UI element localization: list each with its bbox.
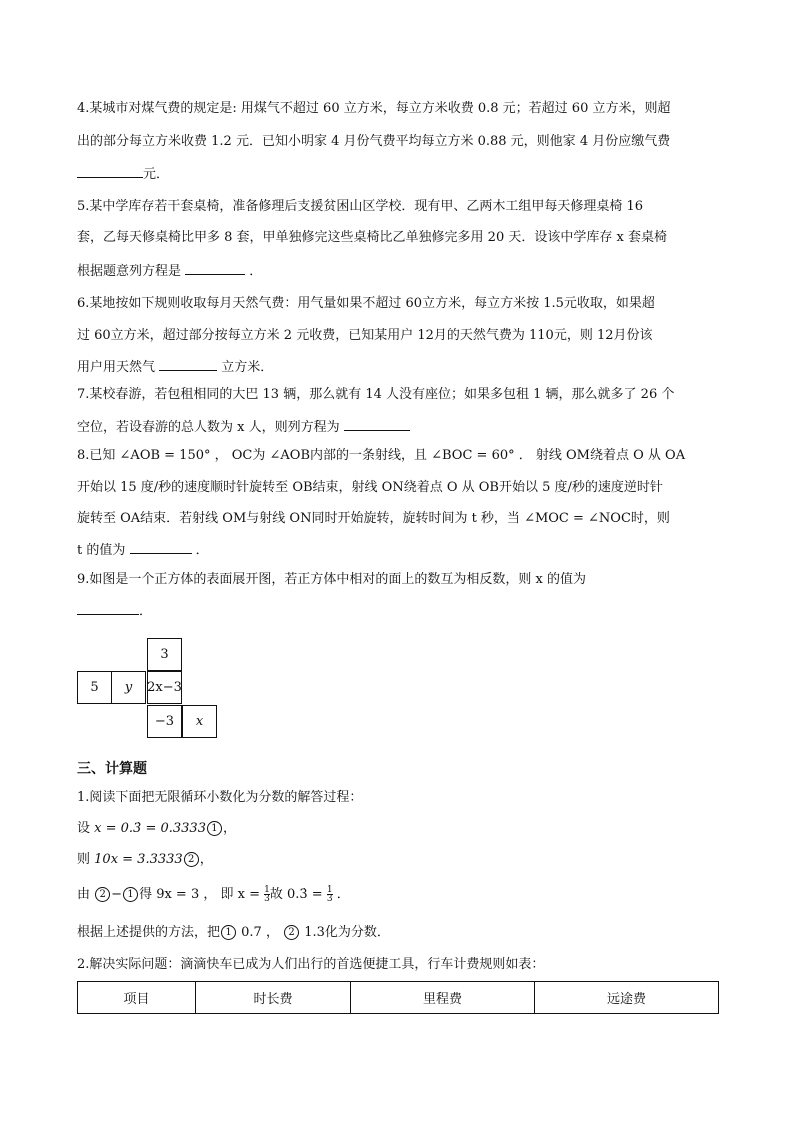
c1-step1: 设 x = 0.3̇ = 0.3333 1 ， — [77, 821, 236, 836]
net-cell-bottom-right: x — [182, 705, 217, 738]
c1-step1-label: 设 — [77, 821, 91, 836]
q8-line1: 8.已知 ∠AOB = 150° ， OC为 ∠AOB内部的一条射线，且 ∠BOC = 60° ． 射线 OM绕着点 O 从 OA — [77, 448, 686, 463]
circled-number: 1 — [221, 925, 236, 940]
q6-unit: 立方米． — [221, 360, 274, 375]
q4-line2: 出的部分每立方米收费 1.2 元．已知小明家 4 月份气费平均每立方米 0.88 元，则他家 4 月份应缴气费 — [77, 134, 671, 149]
fee-table — [77, 981, 719, 1014]
c2-intro: 2.解决实际问题：滴滴快车已成为人们出行的首选便捷工具，行车计费规则如表： — [77, 957, 545, 972]
c1-step3-text: 得 9x = 3 ， 即 x = — [139, 887, 260, 902]
answer-blank — [159, 356, 217, 371]
section-heading: 三、计算题 — [77, 761, 147, 777]
circled-number: 2 — [284, 925, 299, 940]
fraction-numerator: 1 — [264, 885, 270, 895]
answer-blank — [344, 416, 410, 431]
net-cell-bottom: −3 — [147, 705, 182, 738]
fraction-numerator: 1 — [326, 885, 333, 895]
q7-line2 — [77, 416, 727, 436]
answer-blank — [130, 539, 192, 554]
c1-step2-label: 则 — [77, 852, 91, 867]
c1-step3-label: 由 — [77, 887, 91, 902]
fraction-denominator: 3 — [326, 894, 333, 904]
c1-task — [77, 923, 727, 943]
q5-end: ． — [249, 264, 263, 279]
c1-intro: 1.阅读下面把无限循环小数化为分数的解答过程： — [77, 790, 363, 805]
q4-line1: 4.某城市对煤气费的规定是: 用煤气不超过 60 立方米，每立方米收费 0.8 元；若超过 60 立方米，则超 — [77, 101, 671, 116]
net-cell-top: 3 — [147, 638, 182, 671]
q8-end: ． — [195, 543, 209, 558]
q5-line1: 5.某中学库存若干套桌椅，准备修理后支援贫困山区学校．现有甲、乙两木工组甲每天修理桌椅 16 — [77, 199, 644, 214]
answer-blank — [77, 600, 139, 615]
q4-unit: 元． — [143, 167, 170, 182]
q9-line1: 9.如图是一个正方体的表面展开图，若正方体中相对的面上的数互为相反数，则 x 的值为 — [77, 572, 587, 587]
net-cell-left: 5 — [77, 671, 112, 704]
q8-line4 — [77, 539, 727, 559]
table-header-cell: 里程费 — [351, 982, 535, 1014]
c1-step3 — [77, 885, 727, 905]
c1-task-text: 根据上述提供的方法，把 — [77, 925, 221, 940]
c1-task-value2: 1.3化为分数． — [304, 925, 390, 940]
q8-line3: 旋转至 OA结束．若射线 OM与射线 ON同时开始旋转，旋转时间为 t 秒，当 ∠MOC = ∠NOC时，则 — [77, 511, 670, 526]
fraction-denominator: 3 — [264, 894, 270, 904]
minus-sign: − — [111, 887, 123, 902]
table-header-cell: 时长费 — [196, 982, 351, 1014]
q6-line3 — [77, 356, 727, 376]
c1-step1-equation: x = 0.3̇ = 0.3333 — [94, 821, 206, 836]
c1-step3-text2: 故 0.3̇ = — [269, 887, 323, 902]
q9-end: ． — [139, 604, 153, 619]
c1-task-value1: 0.7 ， — [241, 925, 279, 940]
q6-line2: 过 60立方米，超过部分按每立方米 2 元收费，已知某用户 12月的天然气费为 110元，则 12月份该 — [77, 328, 653, 343]
q8-line2: 开始以 15 度/秒的速度顺时针旋转至 OB结束，射线 ON绕着点 O 从 OB开始以 5 度/秒的速度逆时针 — [77, 480, 663, 495]
q9-line2 — [77, 600, 727, 620]
c1-step3-end: ． — [336, 887, 350, 902]
table-header-row — [78, 982, 719, 1014]
table-header-cell: 远途费 — [535, 982, 719, 1014]
q5-line3 — [77, 260, 727, 280]
q8-prompt: t 的值为 — [77, 543, 126, 558]
circled-number: 1 — [207, 821, 222, 836]
q5-prompt: 根据题意列方程是 — [77, 264, 182, 279]
circled-number: 2 — [95, 887, 110, 902]
q6-line1: 6.某地按如下规则收取每月天然气费：用气量如果不超过 60立方米，每立方米按 1.5元收取，如果超 — [77, 296, 655, 311]
q5-line2: 套，乙每天修桌椅比甲多 8 套，甲单独修完这些桌椅比乙单独修完多用 20 天．设该中学库存 x 套桌椅 — [77, 230, 667, 245]
answer-blank — [185, 260, 245, 275]
table-header-cell: 项目 — [78, 982, 196, 1014]
q6-prompt: 用户用天然气 — [77, 360, 156, 375]
answer-blank — [77, 163, 143, 178]
q7-prompt: 空位，若设春游的总人数为 x 人，则列方程为 — [77, 420, 340, 435]
q7-line1: 7.某校春游，若包租相同的大巴 13 辆，那么就有 14 人没有座位；如果多包租 1 辆，那么就多了 26 个 — [77, 387, 675, 402]
fraction — [327, 886, 333, 903]
q4-line3 — [77, 163, 727, 183]
circled-number: 1 — [123, 887, 138, 902]
c1-step2-equation: 10x = 3.3333 — [94, 852, 183, 867]
circled-number: 2 — [184, 852, 199, 867]
c1-step2: 则 10x = 3.3333 2 ， — [77, 852, 213, 867]
net-cell-center: 2x−3 — [147, 671, 182, 704]
net-cell-middle-left: y — [111, 671, 146, 704]
